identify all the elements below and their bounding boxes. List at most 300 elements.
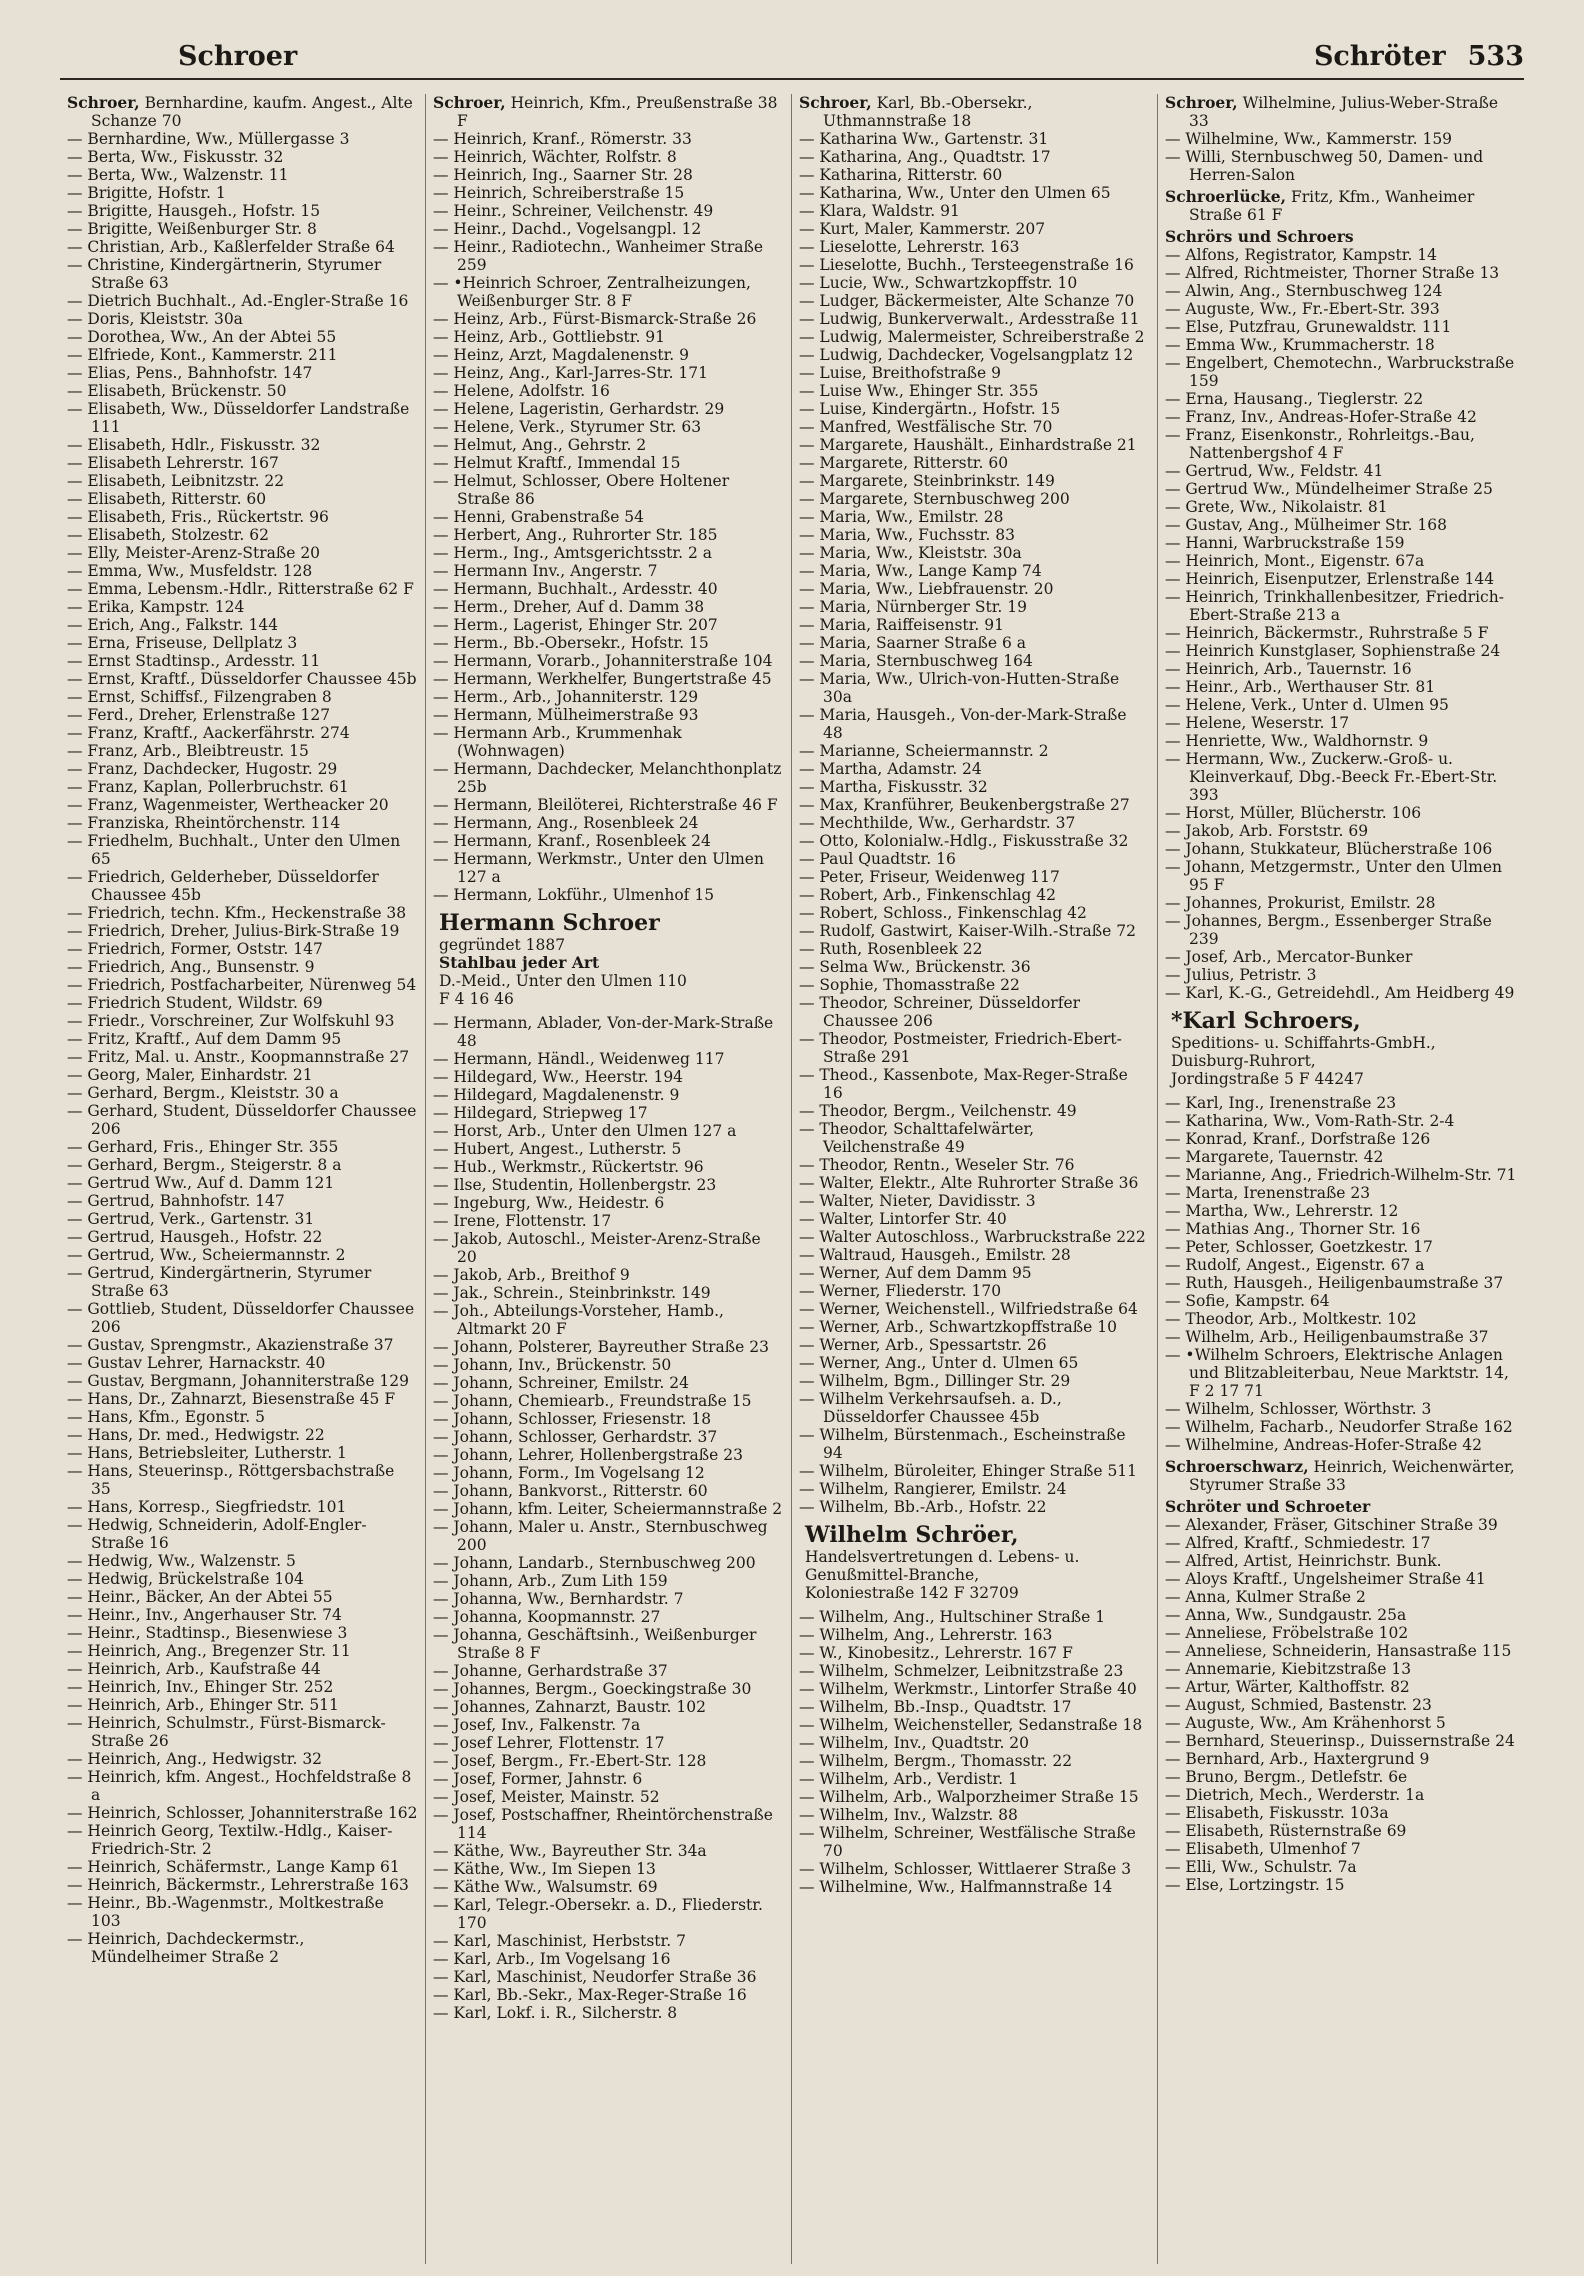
directory-entry: — Marta, Irenenstraße 23 (1165, 1184, 1371, 1202)
header-right-keyword: Schröter (1313, 41, 1446, 72)
directory-entry: — Walter, Lintorfer Str. 40 (799, 1210, 1007, 1228)
directory-entry: — Jakob, Autoschl., Meister-Arenz-Straße 20 (433, 1230, 761, 1266)
directory-entry: — Heinrich, Arb., Ehinger Str. 511 (67, 1696, 339, 1714)
directory-entry: — Elias, Pens., Bahnhofstr. 147 (67, 364, 313, 382)
directory-entry: — Klara, Waldstr. 91 (799, 202, 960, 220)
directory-entry: — Heinrich, Arb., Kaufstraße 44 (67, 1660, 321, 1678)
directory-entry: — Margarete, Ritterstr. 60 (799, 454, 1009, 472)
directory-entry: — Hermann, Buchhalt., Ardesstr. 40 (433, 580, 718, 598)
directory-entry: — Maria, Raiffeisenstr. 91 (799, 616, 1004, 634)
directory-entry: — Gertrud, Kindergärtnerin, Styrumer Straße 63 (67, 1264, 372, 1300)
directory-entry: — Heinr., Stadtinsp., Biesenwiese 3 (67, 1624, 348, 1642)
directory-entry: — Maria, Ww., Lange Kamp 74 (799, 562, 1042, 580)
directory-entry: — Friedhelm, Buchhalt., Unter den Ulmen 65 (67, 832, 401, 868)
directory-entry: — Herm., Arb., Johanniterstr. 129 (433, 688, 699, 706)
directory-entry: — Josef, Arb., Mercator-Bunker (1165, 948, 1413, 966)
directory-entry: — Herm., Lagerist, Ehinger Str. 207 (433, 616, 718, 634)
directory-entry: — Hans, Steuerinsp., Röttgersbachstraße 35 (67, 1462, 395, 1498)
directory-entry: — Martha, Fiskusstr. 32 (799, 778, 988, 796)
directory-entry: — Gustav Lehrer, Harnackstr. 40 (67, 1354, 326, 1372)
directory-entry: — Elisabeth, Leibnitzstr. 22 (67, 472, 285, 490)
directory-entry: — Henni, Grabenstraße 54 (433, 508, 645, 526)
directory-entry: — Johann, Schreiner, Emilstr. 24 (433, 1374, 689, 1392)
directory-entry: — Wilhelmine, Andreas-Hofer-Straße 42 (1165, 1436, 1482, 1454)
directory-entry: — Hermann, Lokführ., Ulmenhof 15 (433, 886, 715, 904)
directory-entry: — Wilhelm, Schlosser, Wörthstr. 3 (1165, 1400, 1432, 1418)
directory-entry: — Heinr., Radiotechn., Wanheimer Straße 259 (433, 238, 764, 274)
directory-entry: — Gerhard, Fris., Ehinger Str. 355 (67, 1138, 339, 1156)
directory-entry: — Margarete, Haushält., Einhardstraße 21 (799, 436, 1137, 454)
directory-entry: — Robert, Arb., Finkenschlag 42 (799, 886, 1056, 904)
advertisement (439, 908, 784, 1010)
directory-entry: — Franziska, Rheintörchenstr. 114 (67, 814, 341, 832)
directory-entry: — Brigitte, Weißenburger Str. 8 (67, 220, 317, 238)
directory-entry: — Fritz, Kraftf., Auf dem Damm 95 (67, 1030, 342, 1048)
directory-entry: — Käthe, Ww., Im Siepen 13 (433, 1860, 656, 1878)
directory-entry: — Martha, Ww., Lehrerstr. 12 (1165, 1202, 1399, 1220)
directory-entry: — Friedrich, Dreher, Julius-Birk-Straße 19 (67, 922, 400, 940)
directory-entry: — Wilhelm Verkehrsaufseh. a. D., Düsseldorfer Chaussee 45b (799, 1390, 1062, 1426)
directory-entry: — Theodor, Arb., Moltkestr. 102 (1165, 1310, 1417, 1328)
directory-entry: — Horst, Müller, Blücherstr. 106 (1165, 804, 1422, 822)
ad-line: Koloniestraße 142 F 32709 (805, 1584, 1019, 1602)
directory-entry: — Karl, K.-G., Getreidehdl., Am Heidberg 49 (1165, 984, 1515, 1002)
directory-entry: — Martha, Adamstr. 24 (799, 760, 982, 778)
columns (60, 94, 1524, 2264)
directory-entry: — Franz, Eisenkonstr., Rohrleitgs.-Bau, Nattenbergshof 4 F (1165, 426, 1475, 462)
directory-entry: — Heinrich, kfm. Angest., Hochfeldstraße 8 a (67, 1768, 412, 1804)
directory-entry: — Käthe, Ww., Bayreuther Str. 34a (433, 1842, 707, 1860)
directory-entry: — Dietrich Buchhalt., Ad.-Engler-Straße 16 (67, 292, 409, 310)
ad-name: Wilhelm Schröer, (805, 1522, 1019, 1548)
directory-entry: — Engelbert, Chemotechn., Warbruckstraße 159 (1165, 354, 1515, 390)
directory-entry: — Georg, Maler, Einhardstr. 21 (67, 1066, 313, 1084)
column-2 (426, 94, 792, 2264)
directory-entry: — Ingeburg, Ww., Heidestr. 6 (433, 1194, 665, 1212)
directory-entry: — Erika, Kampstr. 124 (67, 598, 245, 616)
directory-entry: — Heinrich Georg, Textilw.-Hdlg., Kaiser-Friedrich-Str. 2 (67, 1822, 393, 1858)
directory-entry: — Artur, Wärter, Kalthoffstr. 82 (1165, 1678, 1410, 1696)
directory-entry: — Friedrich, Postfacharbeiter, Nürenweg 54 (67, 976, 417, 994)
directory-entry: — Marianne, Scheiermannstr. 2 (799, 742, 1049, 760)
directory-entry: — Mechthilde, Ww., Gerhardstr. 37 (799, 814, 1076, 832)
directory-entry: — Johann, Chemiearb., Freundstraße 15 (433, 1392, 752, 1410)
directory-entry: — Berta, Ww., Fiskusstr. 32 (67, 148, 284, 166)
directory-entry: — Ludwig, Bunkerverwalt., Ardesstraße 11 (799, 310, 1140, 328)
directory-entry: — Gertrud, Ww., Scheiermannstr. 2 (67, 1246, 346, 1264)
directory-entry: — Ludwig, Dachdecker, Vogelsangplatz 12 (799, 346, 1134, 364)
directory-entry: — Johann, Bankvorst., Ritterstr. 60 (433, 1482, 708, 1500)
directory-entry: — Wilhelm, Schlosser, Wittlaerer Straße 3 (799, 1860, 1132, 1878)
directory-entry: — Brigitte, Hausgeh., Hofstr. 15 (67, 202, 321, 220)
directory-entry: — Karl, Bb.-Sekr., Max-Reger-Straße 16 (433, 1986, 747, 2004)
advertisement (805, 1520, 1150, 1604)
directory-entry: — Gertrud, Verk., Gartenstr. 31 (67, 1210, 315, 1228)
directory-entry: — Franz, Dachdecker, Hugostr. 29 (67, 760, 338, 778)
directory-entry: — Gertrud, Bahnhofstr. 147 (67, 1192, 285, 1210)
directory-entry: — Brigitte, Hofstr. 1 (67, 184, 226, 202)
directory-entry: — Franz, Inv., Andreas-Hofer-Straße 42 (1165, 408, 1477, 426)
directory-entry: — Gustav, Bergmann, Johanniterstraße 129 (67, 1372, 410, 1390)
directory-entry: — Heinz, Ang., Karl-Jarres-Str. 171 (433, 364, 709, 382)
directory-entry: — Hermann Inv., Angerstr. 7 (433, 562, 658, 580)
directory-entry: — Erich, Ang., Falkstr. 144 (67, 616, 279, 634)
directory-entry: — Theodor, Rentn., Weseler Str. 76 (799, 1156, 1075, 1174)
directory-entry: — Wilhelm, Weichensteller, Sedanstraße 18 (799, 1716, 1143, 1734)
directory-entry: — Bruno, Bergm., Detlefstr. 6e (1165, 1768, 1408, 1786)
directory-entry: — Johannes, Prokurist, Emilstr. 28 (1165, 894, 1436, 912)
directory-entry: — Joh., Abteilungs-Vorsteher, Hamb., Altmarkt 20 F (433, 1302, 724, 1338)
directory-entry: — Erna, Friseuse, Dellplatz 3 (67, 634, 298, 652)
directory-entry: — Aloys Kraftf., Ungelsheimer Straße 41 (1165, 1570, 1486, 1588)
directory-entry: — Lieselotte, Lehrerstr. 163 (799, 238, 1020, 256)
directory-entry: — Hub., Werkmstr., Rückertstr. 96 (433, 1158, 704, 1176)
directory-entry: — Hildegard, Striepweg 17 (433, 1104, 648, 1122)
directory-entry: — Katharina, Ww., Unter den Ulmen 65 (799, 184, 1111, 202)
directory-entry: — Johann, kfm. Leiter, Scheiermannstraße 2 (433, 1500, 783, 1518)
directory-entry: — Kurt, Maler, Kammerstr. 207 (799, 220, 1046, 238)
directory-entry: — Heinrich, Trinkhallenbesitzer, Friedrich-Ebert-Straße 213 a (1165, 588, 1504, 624)
directory-entry: — Gertrud, Hausgeh., Hofstr. 22 (67, 1228, 323, 1246)
directory-entry: — Otto, Kolonialw.-Hdlg., Fiskusstraße 32 (799, 832, 1129, 850)
directory-entry: Schroer, Wilhelmine, Julius-Weber-Straße 33 (1165, 94, 1499, 130)
directory-entry: — Elfriede, Kont., Kammerstr. 211 (67, 346, 338, 364)
directory-entry: — Hermann Arb., Krummenhak (Wohnwagen) (433, 724, 682, 760)
directory-entry: — Johann, Lehrer, Hollenbergstraße 23 (433, 1446, 743, 1464)
column-1 (60, 94, 426, 2264)
directory-entry: — Hedwig, Brückelstraße 104 (67, 1570, 304, 1588)
directory-entry: — Wilhelm, Bergm., Thomasstr. 22 (799, 1752, 1073, 1770)
directory-entry: — Wilhelm, Büroleiter, Ehinger Straße 511 (799, 1462, 1138, 1480)
directory-entry: — Bernhard, Steuerinsp., Duissernstraße 24 (1165, 1732, 1515, 1750)
directory-entry: — Johann, Polsterer, Bayreuther Straße 23 (433, 1338, 769, 1356)
directory-entry: — Elisabeth, Stolzestr. 62 (67, 526, 269, 544)
directory-entry: — Helene, Verk., Unter d. Ulmen 95 (1165, 696, 1449, 714)
directory-entry: — Herm., Ing., Amtsgerichtsstr. 2 a (433, 544, 712, 562)
directory-entry: — Johannes, Zahnarzt, Baustr. 102 (433, 1698, 706, 1716)
directory-entry: — Wilhelm, Bürstenmach., Escheinstraße 94 (799, 1426, 1126, 1462)
directory-entry: — Alfons, Registrator, Kampstr. 14 (1165, 246, 1438, 264)
directory-entry: — Wilhelm, Schmelzer, Leibnitzstraße 23 (799, 1662, 1124, 1680)
directory-entry: — Heinrich, Ang., Hedwigstr. 32 (67, 1750, 323, 1768)
page-number: 533 (1467, 41, 1524, 72)
directory-entry: — Irene, Flottenstr. 17 (433, 1212, 612, 1230)
directory-entry: — Katharina Ww., Gartenstr. 31 (799, 130, 1049, 148)
directory-entry: — Anneliese, Fröbelstraße 102 (1165, 1624, 1409, 1642)
directory-entry: — •Wilhelm Schroers, Elektrische Anlagen und Blitzableiterbau, Neue Marktstr. 14, F 2 17 71 (1165, 1346, 1509, 1400)
directory-entry: — Josef, Bergm., Fr.-Ebert-Str. 128 (433, 1752, 707, 1770)
directory-entry: — Heinrich, Bäckermstr., Lehrerstraße 163 (67, 1876, 409, 1894)
directory-entry: — Auguste, Ww., Fr.-Ebert-Str. 393 (1165, 300, 1440, 318)
directory-entry: — Jakob, Arb. Forststr. 69 (1165, 822, 1369, 840)
directory-entry: — Anna, Ww., Sundgaustr. 25a (1165, 1606, 1407, 1624)
directory-entry: — Margarete, Sternbuschweg 200 (799, 490, 1070, 508)
directory-entry: — Hermann, Dachdecker, Melanchthonplatz 25b (433, 760, 782, 796)
directory-entry: — Franz, Arb., Bleibtreustr. 15 (67, 742, 309, 760)
directory-entry: — Annemarie, Kiebitzstraße 13 (1165, 1660, 1412, 1678)
header-left-keyword: Schroer (178, 41, 298, 72)
directory-entry: — Theodor, Schreiner, Düsseldorfer Chaussee 206 (799, 994, 1081, 1030)
directory-entry: — Elisabeth, Hdlr., Fiskusstr. 32 (67, 436, 321, 454)
directory-entry: — Gertrud Ww., Mündelheimer Straße 25 (1165, 480, 1493, 498)
directory-entry: — Emma, Ww., Musfeldstr. 128 (67, 562, 313, 580)
directory-entry: Schroer, Heinrich, Kfm., Preußenstraße 38 F (433, 94, 778, 130)
directory-entry: — Heinrich, Schlosser, Johanniterstraße 162 (67, 1804, 418, 1822)
directory-entry: — Elisabeth, Ritterstr. 60 (67, 490, 267, 508)
directory-entry: — Dorothea, Ww., An der Abtei 55 (67, 328, 337, 346)
directory-entry: — Else, Putzfrau, Grunewaldstr. 111 (1165, 318, 1452, 336)
directory-entry: — Johann, Arb., Zum Lith 159 (433, 1572, 668, 1590)
directory-entry: — Bernhard, Arb., Haxtergrund 9 (1165, 1750, 1430, 1768)
directory-entry: — Margarete, Tauernstr. 42 (1165, 1148, 1384, 1166)
directory-entry: — Heinrich Kunstglaser, Sophienstraße 24 (1165, 642, 1501, 660)
directory-entry: — Hans, Korresp., Siegfriedstr. 101 (67, 1498, 347, 1516)
directory-entry: — Heinrich, Arb., Tauernstr. 16 (1165, 660, 1412, 678)
directory-entry: — Heinrich, Schäfermstr., Lange Kamp 61 (67, 1858, 400, 1876)
directory-entry: — Friedrich Student, Wildstr. 69 (67, 994, 323, 1012)
directory-entry: — Karl, Telegr.-Obersekr. a. D., Fliederstr. 170 (433, 1896, 763, 1932)
directory-entry: — Jak., Schrein., Steinbrinkstr. 149 (433, 1284, 711, 1302)
directory-entry: — Johanna, Ww., Bernhardstr. 7 (433, 1590, 684, 1608)
directory-entry: — Heinr., Bäcker, An der Abtei 55 (67, 1588, 333, 1606)
directory-entry: — Hermann, Vorarb., Johanniterstraße 104 (433, 652, 773, 670)
directory-entry: — Lucie, Ww., Schwartzkopffstr. 10 (799, 274, 1078, 292)
directory-entry: — Johann, Form., Im Vogelsang 12 (433, 1464, 705, 1482)
directory-entry: — Heinrich, Wächter, Rolfstr. 8 (433, 148, 677, 166)
directory-entry: — Theodor, Bergm., Veilchenstr. 49 (799, 1102, 1077, 1120)
ad-line: F 4 16 46 (439, 990, 514, 1008)
directory-entry: — Elly, Meister-Arenz-Straße 20 (67, 544, 321, 562)
directory-entry: — Friedrich, Ang., Bunsenstr. 9 (67, 958, 315, 976)
directory-entry: — Sophie, Thomasstraße 22 (799, 976, 1020, 994)
directory-entry: Schroer, Bernhardine, kaufm. Angest., Alte Schanze 70 (67, 94, 413, 130)
directory-entry: — Karl, Maschinist, Neudorfer Straße 36 (433, 1968, 757, 1986)
directory-entry: — Anneliese, Schneiderin, Hansastraße 115 (1165, 1642, 1512, 1660)
directory-entry: — Elisabeth, Ulmenhof 7 (1165, 1840, 1361, 1858)
directory-entry: — Herm., Dreher, Auf d. Damm 38 (433, 598, 705, 616)
directory-entry: Schroer, Karl, Bb.-Obersekr., Uthmannstraße 18 (799, 94, 1033, 130)
directory-entry: — Heinrich, Inv., Ehinger Str. 252 (67, 1678, 334, 1696)
directory-entry: — Johanne, Gerhardstraße 37 (433, 1662, 668, 1680)
directory-entry: — Emma Ww., Krummacherstr. 18 (1165, 336, 1435, 354)
directory-entry: — Elisabeth Lehrerstr. 167 (67, 454, 279, 472)
directory-entry: — Peter, Schlosser, Goetzkestr. 17 (1165, 1238, 1433, 1256)
directory-entry: — •Heinrich Schroer, Zentralheizungen, Weißenburger Str. 8 F (433, 274, 751, 310)
directory-entry: — Wilhelm, Ang., Hultschiner Straße 1 (799, 1608, 1106, 1626)
directory-entry: — Erna, Hausang., Tieglerstr. 22 (1165, 390, 1424, 408)
directory-entry: — Josef Lehrer, Flottenstr. 17 (433, 1734, 665, 1752)
directory-entry: — Ludwig, Malermeister, Schreiberstraße 2 (799, 328, 1145, 346)
directory-entry: — Walter, Nieter, Davidisstr. 3 (799, 1192, 1036, 1210)
directory-entry: — Katharina, Ww., Vom-Rath-Str. 2-4 (1165, 1112, 1455, 1130)
directory-entry: — Christian, Arb., Kaßlerfelder Straße 64 (67, 238, 395, 256)
directory-entry: — Waltraud, Hausgeh., Emilstr. 28 (799, 1246, 1071, 1264)
directory-entry: — Hermann, Ablader, Von-der-Mark-Straße 48 (433, 1014, 774, 1050)
directory-entry: — Heinrich, Dachdeckermstr., Mündelheimer Straße 2 (67, 1930, 305, 1966)
directory-entry: — Wilhelmine, Ww., Halfmannstraße 14 (799, 1878, 1113, 1896)
directory-entry: — Elisabeth, Brückenstr. 50 (67, 382, 287, 400)
directory-entry: — Hermann, Ang., Rosenbleek 24 (433, 814, 699, 832)
directory-entry: — Lieselotte, Buchh., Tersteegenstraße 16 (799, 256, 1134, 274)
directory-entry: — Heinr., Dachd., Vogelsangpl. 12 (433, 220, 702, 238)
ad-line: Stahlbau jeder Art (439, 953, 600, 972)
ad-line: gegründet 1887 (439, 936, 566, 954)
ad-line: Handelsvertretungen d. Lebens- u. Genußmittel-Branche, (805, 1548, 1080, 1584)
directory-entry: — Theod., Kassenbote, Max-Reger-Straße 16 (799, 1066, 1128, 1102)
page-header (60, 30, 1524, 80)
directory-entry: — Hermann, Händl., Weidenweg 117 (433, 1050, 725, 1068)
directory-entry: — Hermann, Werkmstr., Unter den Ulmen 127 a (433, 850, 764, 886)
directory-entry: — Käthe Ww., Walsumstr. 69 (433, 1878, 658, 1896)
directory-entry: — Hans, Dr. med., Hedwigstr. 22 (67, 1426, 325, 1444)
header-right (1314, 41, 1524, 72)
directory-entry: — Herbert, Ang., Ruhrorter Str. 185 (433, 526, 718, 544)
directory-entry: — Theodor, Schalttafelwärter, Veilchenstraße 49 (799, 1120, 1035, 1156)
directory-entry: — Heinz, Arb., Fürst-Bismarck-Straße 26 (433, 310, 757, 328)
directory-entry: — Heinrich, Kranf., Römerstr. 33 (433, 130, 692, 148)
directory-entry: — Alfred, Kraftf., Schmiedestr. 17 (1165, 1534, 1431, 1552)
directory-entry: — W., Kinobesitz., Lehrerstr. 167 F (799, 1644, 1073, 1662)
directory-entry: — Henriette, Ww., Waldhornstr. 9 (1165, 732, 1429, 750)
directory-entry: — Hildegard, Ww., Heerstr. 194 (433, 1068, 684, 1086)
directory-entry: — Heinrich, Mont., Eigenstr. 67a (1165, 552, 1425, 570)
directory-entry: — Helmut, Schlosser, Obere Holtener Straße 86 (433, 472, 730, 508)
ad-line: Jordingstraße 5 F 44247 (1171, 1070, 1364, 1088)
directory-entry: — Gerhard, Student, Düsseldorfer Chaussee 206 (67, 1102, 417, 1138)
directory-entry: — Johann, Inv., Brückenstr. 50 (433, 1356, 672, 1374)
directory-entry: — Johann, Maler u. Anstr., Sternbuschweg 200 (433, 1518, 768, 1554)
directory-entry: — Ernst, Kraftf., Düsseldorfer Chaussee 45b (67, 670, 417, 688)
directory-entry: — Ludger, Bäckermeister, Alte Schanze 70 (799, 292, 1135, 310)
directory-entry: — Maria, Ww., Liebfrauenstr. 20 (799, 580, 1054, 598)
directory-entry: Schroerlücke, Fritz, Kfm., Wanheimer Straße 61 F (1165, 187, 1475, 224)
directory-entry: — Werner, Arb., Schwartzkopffstraße 10 (799, 1318, 1117, 1336)
ad-name: Hermann Schroer (439, 910, 660, 936)
directory-entry: — Hans, Dr., Zahnarzt, Biesenstraße 45 F (67, 1390, 396, 1408)
directory-entry: — Helene, Weserstr. 17 (1165, 714, 1350, 732)
directory-entry: — Wilhelm, Arb., Walporzheimer Straße 15 (799, 1788, 1139, 1806)
directory-entry: — Wilhelm, Bb.-Insp., Quadtstr. 17 (799, 1698, 1072, 1716)
directory-entry: — Josef, Meister, Mainstr. 52 (433, 1788, 660, 1806)
column-3 (792, 94, 1158, 2264)
directory-entry: — Luise, Kindergärtn., Hofstr. 15 (799, 400, 1061, 418)
directory-entry: — Heinrich, Ang., Bregenzer Str. 11 (67, 1642, 351, 1660)
directory-entry: — Dietrich, Mech., Werderstr. 1a (1165, 1786, 1425, 1804)
directory-entry: — Johann, Schlosser, Gerhardstr. 37 (433, 1428, 718, 1446)
directory-entry: — Franz, Kraftf., Aackerfährstr. 274 (67, 724, 350, 742)
directory-entry: — Else, Lortzingstr. 15 (1165, 1876, 1345, 1894)
directory-entry: — Hildegard, Magdalenenstr. 9 (433, 1086, 680, 1104)
directory-entry: — Elli, Ww., Schulstr. 7a (1165, 1858, 1357, 1876)
directory-entry: — Maria, Sternbuschweg 164 (799, 652, 1033, 670)
directory-entry: — Heinrich, Eisenputzer, Erlenstraße 144 (1165, 570, 1495, 588)
directory-entry: — Horst, Arb., Unter den Ulmen 127 a (433, 1122, 737, 1140)
directory-entry: — Johann, Stukkateur, Blücherstraße 106 (1165, 840, 1493, 858)
directory-entry: — Elisabeth, Fris., Rückertstr. 96 (67, 508, 329, 526)
directory-entry: — Wilhelm, Inv., Walzstr. 88 (799, 1806, 1018, 1824)
directory-entry: — Gerhard, Bergm., Steigerstr. 8 a (67, 1156, 342, 1174)
directory-entry: — Doris, Kleiststr. 30a (67, 310, 243, 328)
directory-entry: — Gustav, Sprengmstr., Akazienstraße 37 (67, 1336, 394, 1354)
directory-entry: Schroerschwarz, Heinrich, Weichenwärter, Styrumer Straße 33 (1165, 1457, 1515, 1494)
directory-entry: — Grete, Ww., Nikolaistr. 81 (1165, 498, 1388, 516)
directory-entry: — Heinrich, Schulmstr., Fürst-Bismarck-Straße 26 (67, 1714, 386, 1750)
directory-entry: — Manfred, Westfälische Str. 70 (799, 418, 1053, 436)
directory-entry: — Wilhelm, Rangierer, Emilstr. 24 (799, 1480, 1067, 1498)
directory-entry: — Hans, Kfm., Egonstr. 5 (67, 1408, 265, 1426)
directory-entry: — Walter, Elektr., Alte Ruhrorter Straße 36 (799, 1174, 1139, 1192)
directory-entry: — Helene, Verk., Styrumer Str. 63 (433, 418, 702, 436)
directory-entry: — Katharina, Ang., Quadtstr. 17 (799, 148, 1051, 166)
directory-entry: — Heinrich, Schreiberstraße 15 (433, 184, 685, 202)
directory-entry: — Maria, Ww., Ulrich-von-Hutten-Straße 30a (799, 670, 1120, 706)
directory-entry: — Maria, Saarner Straße 6 a (799, 634, 1026, 652)
directory-entry: — Johannes, Bergm., Goeckingstraße 30 (433, 1680, 752, 1698)
ad-line: D.-Meid., Unter den Ulmen 110 (439, 972, 687, 990)
directory-entry: — Sofie, Kampstr. 64 (1165, 1292, 1330, 1310)
directory-entry: — Johanna, Geschäftsinh., Weißenburger Straße 8 F (433, 1626, 757, 1662)
directory-entry: — Heinr., Schreiner, Veilchenstr. 49 (433, 202, 714, 220)
directory-entry: — Gertrud, Ww., Feldstr. 41 (1165, 462, 1384, 480)
directory-entry: — Anna, Kulmer Straße 2 (1165, 1588, 1366, 1606)
directory-entry: — Elisabeth, Rüsternstraße 69 (1165, 1822, 1407, 1840)
directory-entry: — Konrad, Kranf., Dorfstraße 126 (1165, 1130, 1431, 1148)
directory-entry: — Wilhelm, Werkmstr., Lintorfer Straße 40 (799, 1680, 1137, 1698)
directory-entry: — Maria, Ww., Kleiststr. 30a (799, 544, 1022, 562)
directory-entry: — Hans, Betriebsleiter, Lutherstr. 1 (67, 1444, 347, 1462)
directory-entry: — Katharina, Ritterstr. 60 (799, 166, 1003, 184)
directory-entry: — Theodor, Postmeister, Friedrich-Ebert-Straße 291 (799, 1030, 1122, 1066)
directory-entry: — Alwin, Ang., Sternbuschweg 124 (1165, 282, 1443, 300)
directory-entry: — August, Schmied, Bastenstr. 23 (1165, 1696, 1432, 1714)
directory-entry: — Helmut Kraftf., Immendal 15 (433, 454, 681, 472)
directory-entry: — Gerhard, Bergm., Kleiststr. 30 a (67, 1084, 339, 1102)
directory-entry: — Werner, Weichenstell., Wilfriedstraße 64 (799, 1300, 1138, 1318)
directory-entry: — Hedwig, Schneiderin, Adolf-Engler-Straße 16 (67, 1516, 367, 1552)
directory-entry: — Heinr., Arb., Werthauser Str. 81 (1165, 678, 1436, 696)
directory-entry: — Max, Kranführer, Beukenbergstraße 27 (799, 796, 1130, 814)
directory-entry: — Ruth, Rosenbleek 22 (799, 940, 983, 958)
directory-entry: — Heinrich, Ing., Saarner Str. 28 (433, 166, 693, 184)
directory-entry: — Wilhelm, Inv., Quadtstr. 20 (799, 1734, 1030, 1752)
directory-entry: — Maria, Hausgeh., Von-der-Mark-Straße 48 (799, 706, 1127, 742)
directory-entry: — Wilhelm, Arb., Verdistr. 1 (799, 1770, 1018, 1788)
directory-entry: — Berta, Ww., Walzenstr. 11 (67, 166, 289, 184)
directory-entry: — Werner, Fliederstr. 170 (799, 1282, 1002, 1300)
section-heading: Schrörs und Schroers (1165, 227, 1354, 246)
directory-entry: — Karl, Ing., Irenenstraße 23 (1165, 1094, 1397, 1112)
directory-entry: — Hanni, Warbruckstraße 159 (1165, 534, 1405, 552)
directory-entry: — Peter, Friseur, Weidenweg 117 (799, 868, 1060, 886)
directory-entry: — Luise Ww., Ehinger Str. 355 (799, 382, 1039, 400)
directory-entry: — Luise, Breithofstraße 9 (799, 364, 1001, 382)
directory-entry: — Hermann, Ww., Zuckerw.-Groß- u. Kleinverkauf, Dbg.-Beeck Fr.-Ebert-Str. 393 (1165, 750, 1498, 804)
directory-entry: — Hermann, Werkhelfer, Bungertstraße 45 (433, 670, 772, 688)
section-heading: Schröter und Schroeter (1165, 1497, 1371, 1516)
advertisement (1171, 1006, 1517, 1090)
directory-entry: — Ruth, Hausgeh., Heiligenbaumstraße 37 (1165, 1274, 1504, 1292)
directory-entry: — Maria, Nürnberger Str. 19 (799, 598, 1028, 616)
directory-entry: — Johann, Metzgermstr., Unter den Ulmen 95 F (1165, 858, 1502, 894)
directory-entry: — Maria, Ww., Fuchsstr. 83 (799, 526, 1015, 544)
directory-entry: — Fritz, Mal. u. Anstr., Koopmannstraße 27 (67, 1048, 410, 1066)
directory-entry: — Hedwig, Ww., Walzenstr. 5 (67, 1552, 296, 1570)
directory-entry: — Wilhelm, Schreiner, Westfälische Straße 70 (799, 1824, 1136, 1860)
directory-entry: — Gustav, Ang., Mülheimer Str. 168 (1165, 516, 1447, 534)
directory-entry: — Hermann, Mülheimerstraße 93 (433, 706, 699, 724)
directory-entry: — Werner, Auf dem Damm 95 (799, 1264, 1032, 1282)
directory-entry: — Auguste, Ww., Am Krähenhorst 5 (1165, 1714, 1446, 1732)
